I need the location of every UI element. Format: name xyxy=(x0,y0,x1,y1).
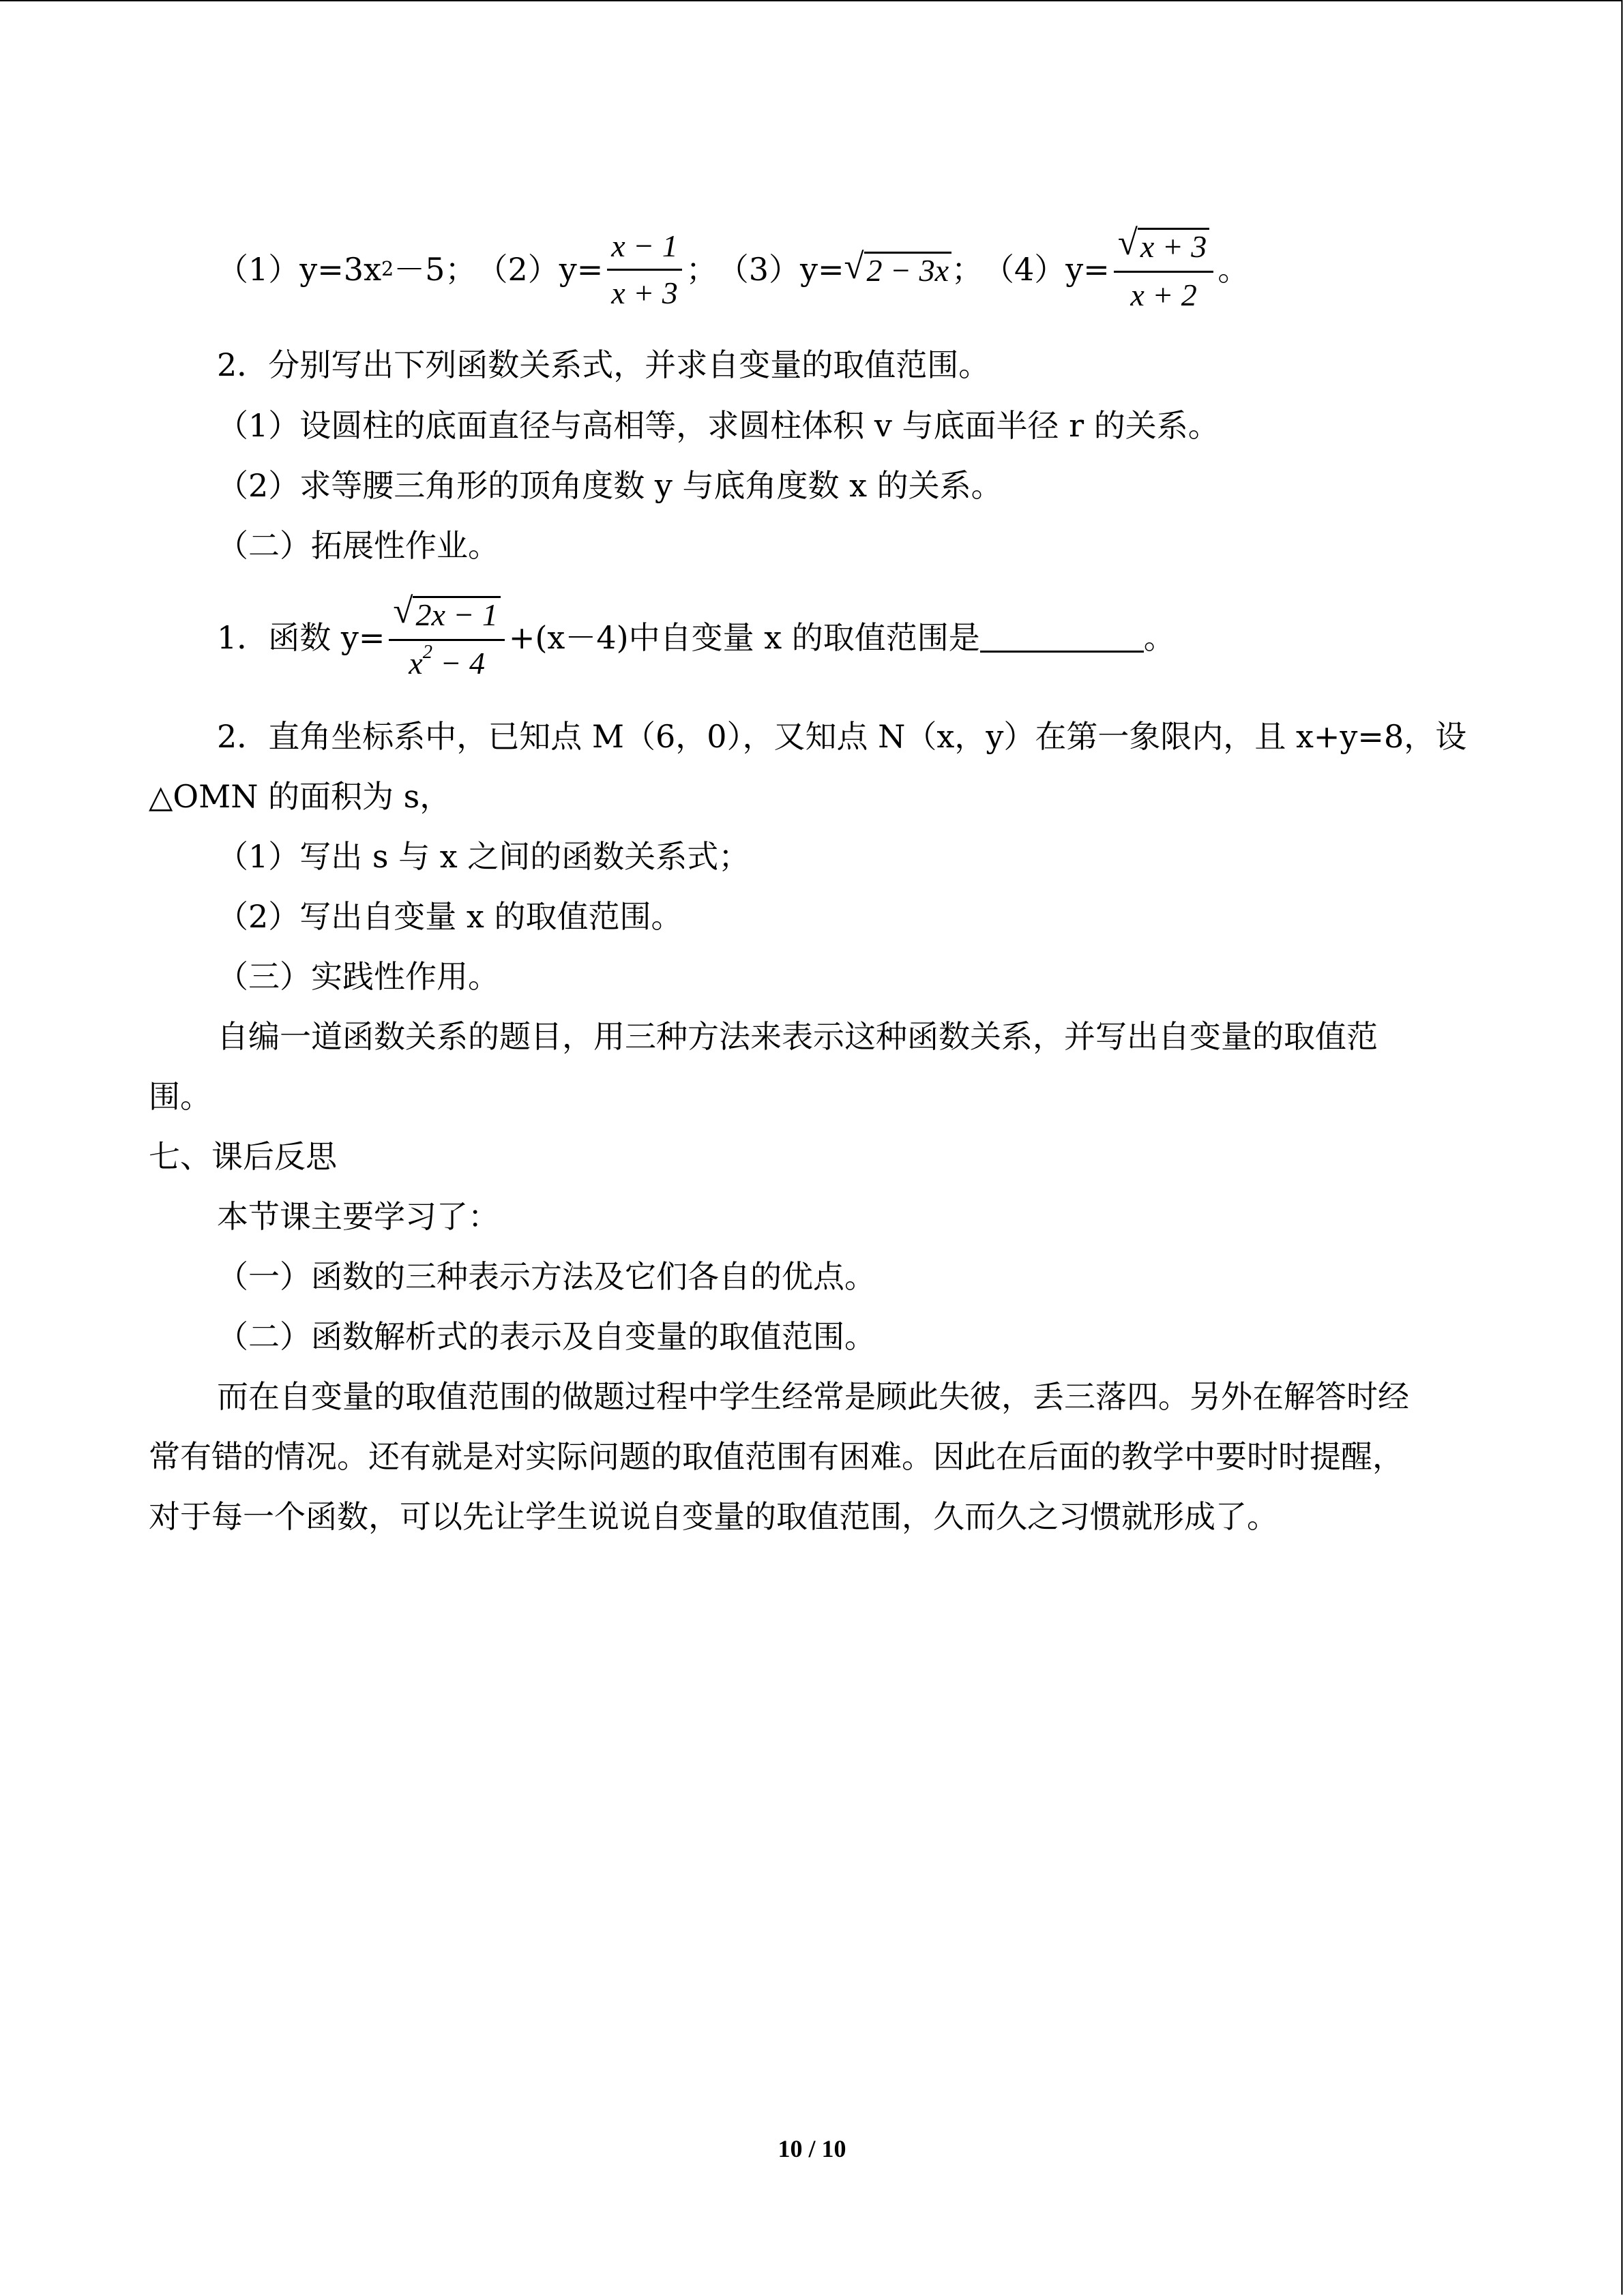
section-reflection-heading: 七、课后反思 xyxy=(149,1138,337,1175)
func-3-tail: ； xyxy=(951,251,984,288)
ext-q1-label: 1．函数 y= xyxy=(217,619,385,656)
func-4-numerator xyxy=(1114,223,1214,273)
reflection-paragraph-line-2: 常有错的情况。还有就是对实际问题的取值范围有困难。因此在后面的教学中要时时提醒， xyxy=(149,1438,1404,1475)
ext-q1-den-tail: − 4 xyxy=(432,645,486,681)
extension-question-2-part-1: （1）写出 s 与 x 之间的函数关系式； xyxy=(217,838,750,875)
section-extension-heading: （二）拓展性作业。 xyxy=(217,527,499,564)
reflection-point-2: （二）函数解析式的表示及自变量的取值范围。 xyxy=(217,1318,876,1355)
ext-q1-radicand: 2x − 1 xyxy=(413,596,500,632)
reflection-paragraph-line-3: 对于每一个函数，可以先让学生说说自变量的取值范围，久而久之习惯就形成了。 xyxy=(149,1498,1278,1535)
sqrt-symbol: √ xyxy=(1117,223,1138,263)
func-4-label: （4）y= xyxy=(983,251,1110,288)
reflection-intro: 本节课主要学习了： xyxy=(217,1198,499,1235)
question-2-part-1: （1）设圆柱的底面直径与高相等，求圆柱体积 v 与底面半径 r 的关系。 xyxy=(217,407,1220,444)
func-4-fraction xyxy=(1114,223,1214,312)
answer-blank[interactable] xyxy=(980,623,1144,653)
func-1-tail: －5； xyxy=(394,251,477,288)
ext-q1-fraction xyxy=(389,591,505,681)
extension-question-2: 2．直角坐标系中，已知点 M（6，0），又知点 N（x，y）在第一象限内，且 x+y=8，设 xyxy=(217,718,1467,755)
func-2-fraction xyxy=(607,230,681,309)
func-4-denominator: x + 2 xyxy=(1130,277,1197,312)
practice-paragraph: 自编一道函数关系的题目，用三种方法来表示这种函数关系，并写出自变量的取值范 xyxy=(217,1018,1378,1055)
reflection-point-1: （一）函数的三种表示方法及它们各自的优点。 xyxy=(217,1258,876,1295)
extension-question-1 xyxy=(217,586,1175,689)
exercise-functions-line: （1）y=3x 2 －5； （2）y= $\frac{x - 1}{x + 3}$ ； （3）y= √ 2 − 3x ； （4）y= √ x + 3 x + 2 。 xyxy=(217,223,1250,312)
func-2-tail: ； xyxy=(685,251,718,288)
ext-q1-denominator xyxy=(404,641,489,679)
extension-question-2-cont: △OMN 的面积为 s， xyxy=(149,778,452,815)
func-2-label: （2）y= xyxy=(476,251,604,288)
sqrt-symbol: √ xyxy=(844,246,864,286)
func-3-label: （3）y= xyxy=(717,251,844,288)
sqrt-symbol: √ xyxy=(393,591,413,631)
ext-q1-sqrt xyxy=(393,591,501,633)
section-practice-heading: （三）实践性作用。 xyxy=(217,958,499,995)
func-3-radicand: 2 − 3x xyxy=(864,252,951,288)
extension-question-2-part-2: （2）写出自变量 x 的取值范围。 xyxy=(217,898,683,935)
ext-q1-end: 。 xyxy=(1143,619,1175,656)
func-2-denominator: x + 3 xyxy=(611,275,678,310)
practice-paragraph-cont: 围。 xyxy=(149,1078,211,1115)
page-number: 10 / 10 xyxy=(778,2135,846,2162)
ext-q1-numerator xyxy=(389,591,505,641)
question-2-part-2: （2）求等腰三角形的顶角度数 y 与底角度数 x 的关系。 xyxy=(217,467,1003,504)
func-4-sqrt xyxy=(1117,223,1210,265)
question-2: 2．分别写出下列函数关系式，并求自变量的取值范围。 xyxy=(217,346,990,383)
ext-q1-tail: +(x－4)中自变量 x 的取值范围是 xyxy=(508,619,980,656)
func-4-radicand: x + 3 xyxy=(1138,228,1209,264)
ext-q1-den-base: x xyxy=(409,645,423,681)
reflection-paragraph-line-1: 而在自变量的取值范围的做题过程中学生经常是顾此失彼，丢三落四。另外在解答时经 xyxy=(217,1378,1409,1415)
func-4-tail: 。 xyxy=(1217,251,1250,288)
func-3-sqrt xyxy=(844,246,952,288)
func-1-label: （1）y=3x xyxy=(217,251,382,288)
func-2-numerator: x − 1 xyxy=(607,230,681,271)
ext-q1-den-exponent: 2 xyxy=(422,642,432,664)
